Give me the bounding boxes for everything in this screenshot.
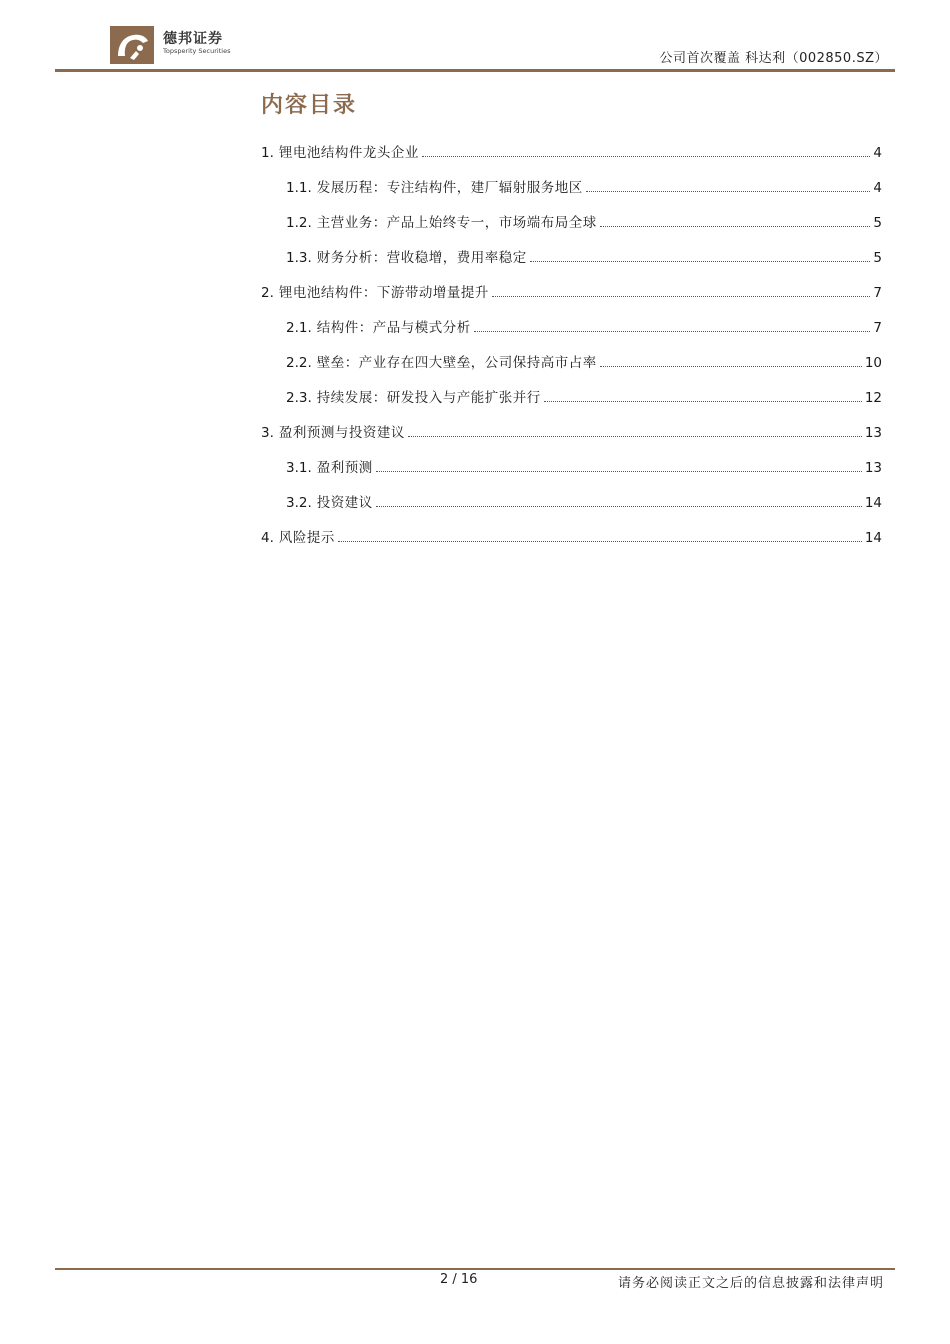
toc-entry-page: 7 bbox=[873, 320, 882, 336]
toc-leader-dots bbox=[376, 495, 862, 507]
toc-entry-number: 1.3. bbox=[286, 250, 312, 266]
toc-leader-dots bbox=[586, 180, 871, 192]
company-logo bbox=[110, 26, 260, 66]
toc-entry-title: 锂电池结构件：下游带动增量提升 bbox=[278, 285, 489, 301]
toc-entry-title: 主营业务：产品上始终专一，市场端布局全球 bbox=[316, 215, 597, 231]
toc-entry-number: 4. bbox=[261, 530, 274, 546]
toc-entry-number: 2.3. bbox=[286, 390, 312, 406]
footer-divider bbox=[55, 1268, 895, 1270]
toc-entry-page: 5 bbox=[873, 215, 882, 231]
toc-entry-page: 4 bbox=[873, 145, 882, 161]
toc-entry-title: 壁垒：产业存在四大壁垒，公司保持高市占率 bbox=[316, 355, 597, 371]
toc-entry-2[interactable] bbox=[261, 281, 882, 303]
toc-leader-dots bbox=[376, 460, 862, 472]
toc-entry-title: 财务分析：营收稳增，费用率稳定 bbox=[316, 250, 527, 266]
toc-entry-page: 4 bbox=[873, 180, 882, 196]
toc-leader-dots bbox=[530, 250, 871, 262]
toc-leader-dots bbox=[422, 145, 871, 157]
toc-entry-3-2[interactable] bbox=[286, 491, 882, 513]
toc-entry-number: 1.2. bbox=[286, 215, 312, 231]
topsperity-logo-icon bbox=[110, 26, 154, 64]
toc-entry-title: 持续发展：研发投入与产能扩张并行 bbox=[316, 390, 541, 406]
toc-entry-page: 14 bbox=[864, 530, 882, 546]
toc-entry-number: 2. bbox=[261, 285, 274, 301]
toc-entry-title: 盈利预测 bbox=[316, 460, 373, 476]
toc-leader-dots bbox=[338, 530, 862, 542]
page-number: 2 / 16 bbox=[440, 1272, 478, 1287]
toc-entry-4[interactable] bbox=[261, 526, 882, 548]
toc-entry-page: 10 bbox=[864, 355, 882, 371]
toc-entry-number: 3.2. bbox=[286, 495, 312, 511]
header-divider bbox=[55, 69, 895, 72]
toc-entry-3-1[interactable] bbox=[286, 456, 882, 478]
toc-leader-dots bbox=[544, 390, 862, 402]
toc-entry-title: 盈利预测与投资建议 bbox=[278, 425, 405, 441]
toc-entry-2-3[interactable] bbox=[286, 386, 882, 408]
footer-disclaimer: 请务必阅读正文之后的信息披露和法律声明 bbox=[617, 1276, 884, 1291]
toc-entry-page: 13 bbox=[864, 425, 882, 441]
toc-entry-page: 12 bbox=[864, 390, 882, 406]
logo-text-en: Topsperity Securities bbox=[163, 47, 231, 55]
report-title: 公司首次覆盖 科达利（002850.SZ） bbox=[659, 51, 888, 66]
toc-entry-number: 2.1. bbox=[286, 320, 312, 336]
toc-entry-page: 13 bbox=[864, 460, 882, 476]
toc-entry-title: 投资建议 bbox=[316, 495, 373, 511]
toc-entry-number: 2.2. bbox=[286, 355, 312, 371]
toc-entry-page: 7 bbox=[873, 285, 882, 301]
toc-leader-dots bbox=[492, 285, 871, 297]
logo-text-cn: 德邦证券 bbox=[163, 31, 223, 47]
toc-entry-number: 1. bbox=[261, 145, 274, 161]
toc-entry-number: 1.1. bbox=[286, 180, 312, 196]
toc-entry-1-1[interactable] bbox=[286, 176, 882, 198]
toc-entry-2-1[interactable] bbox=[286, 316, 882, 338]
toc-leader-dots bbox=[600, 355, 862, 367]
toc-leader-dots bbox=[474, 320, 871, 332]
toc-leader-dots bbox=[408, 425, 862, 437]
toc-entry-1-2[interactable] bbox=[286, 211, 882, 233]
toc-entry-page: 5 bbox=[873, 250, 882, 266]
toc-entry-title: 发展历程：专注结构件，建厂辐射服务地区 bbox=[316, 180, 583, 196]
toc-entry-title: 锂电池结构件龙头企业 bbox=[278, 145, 419, 161]
toc-entry-1[interactable] bbox=[261, 141, 882, 163]
toc-heading: 内容目录 bbox=[261, 93, 358, 118]
toc-entry-1-3[interactable] bbox=[286, 246, 882, 268]
toc-entry-title: 风险提示 bbox=[278, 530, 335, 546]
toc-entry-3[interactable] bbox=[261, 421, 882, 443]
toc-leader-dots bbox=[600, 215, 871, 227]
toc-entry-number: 3. bbox=[261, 425, 274, 441]
toc-entry-title: 结构件：产品与模式分析 bbox=[316, 320, 471, 336]
toc-entry-page: 14 bbox=[864, 495, 882, 511]
toc-entry-2-2[interactable] bbox=[286, 351, 882, 373]
toc-entry-number: 3.1. bbox=[286, 460, 312, 476]
